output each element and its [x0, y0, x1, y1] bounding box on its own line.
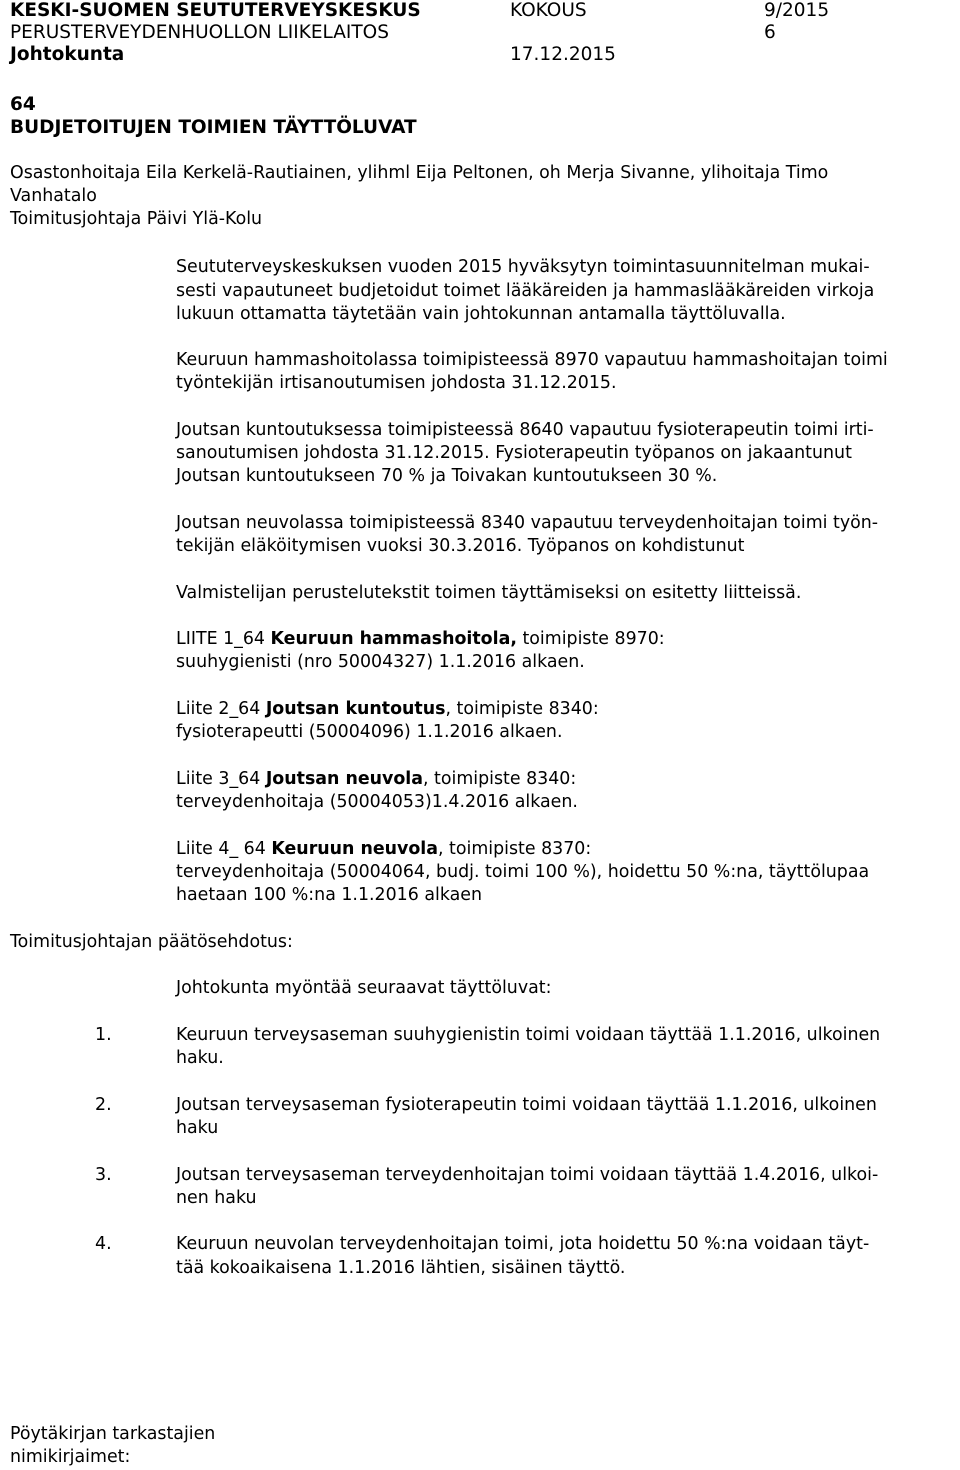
proposal-label: Toimitusjohtajan päätösehdotus: [10, 932, 293, 952]
attachment-2 [176, 698, 599, 722]
attachment-suffix: , toimipiste 8370: [438, 839, 592, 859]
attachment-unit: Keuruun hammashoitola, [270, 629, 517, 649]
paragraph-line: lukuun ottamatta täytetään vain johtokunnan antamalla täyttöluvalla. [176, 304, 786, 324]
attachment-prefix: Liite 3_64 [176, 769, 266, 789]
preparers-line: Osastonhoitaja Eila Kerkelä-Rautiainen, ylihml Eija Peltonen, oh Merja Sivanne, ylihoitaja Timo [10, 163, 829, 183]
attachment-3 [176, 768, 576, 792]
list-item-line: nen haku [176, 1188, 257, 1208]
attachment-detail: suuhygienisti (nro 50004327) 1.1.2016 alkaen. [176, 652, 585, 672]
attachment-detail: fysioterapeutti (50004096) 1.1.2016 alkaen. [176, 722, 563, 742]
paragraph-line: työntekijän irtisanoutumisen johdosta 31.12.2015. [176, 373, 617, 393]
attachment-4 [176, 838, 591, 862]
list-item-line: Joutsan terveysaseman terveydenhoitajan toimi voidaan täyttää 1.4.2016, ulkoi- [176, 1165, 879, 1185]
list-number: 1. [95, 1025, 112, 1045]
meeting-date: 17.12.2015 [510, 44, 616, 65]
list-number: 4. [95, 1234, 112, 1254]
list-number: 3. [95, 1165, 112, 1185]
attachment-unit: Joutsan neuvola [265, 769, 423, 789]
list-item-line: tää kokoaikaisena 1.1.2016 lähtien, sisäinen täyttö. [176, 1258, 626, 1278]
item-number: 64 [10, 94, 36, 115]
paragraph-line: Joutsan kuntoutuksessa toimipisteessä 8640 vapautuu fysioterapeutin toimi irti- [176, 420, 874, 440]
footer-label: Pöytäkirjan tarkastajien [10, 1424, 216, 1444]
page-number: 6 [764, 22, 776, 43]
paragraph-line: Keuruun hammashoitolassa toimipisteessä 8970 vapautuu hammashoitajan toimi [176, 350, 888, 370]
list-item-line: Keuruun terveysaseman suuhygienistin toimi voidaan täyttää 1.1.2016, ulkoinen [176, 1025, 881, 1045]
attachment-detail: terveydenhoitaja (50004053)1.4.2016 alkaen. [176, 792, 578, 812]
preparers-line: Vanhatalo [10, 186, 97, 206]
attachment-unit: Keuruun neuvola [271, 839, 438, 859]
attachment-prefix: Liite 2_64 [176, 699, 266, 719]
paragraph-line: sesti vapautuneet budjetoidut toimet lääkäreiden ja hammaslääkäreiden virkoja [176, 281, 875, 301]
paragraph-line: Joutsan kuntoutukseen 70 % ja Toivakan kuntoutukseen 30 %. [176, 466, 718, 486]
proposal-intro: Johtokunta myöntää seuraavat täyttöluvat: [176, 978, 552, 998]
attachment-suffix: toimipiste 8970: [516, 629, 665, 649]
paragraph-line: Valmistelijan perustelutekstit toimen täyttämiseksi on esitetty liitteissä. [176, 583, 802, 603]
body-name: Johtokunta [10, 44, 125, 65]
paragraph-line: sanoutumisen johdosta 31.12.2015. Fysioterapeutin työpanos on jakaantunut [176, 443, 852, 463]
attachment-1 [176, 628, 665, 652]
footer-label: nimikirjaimet: [10, 1447, 131, 1467]
preparers-line: Toimitusjohtaja Päivi Ylä-Kolu [10, 209, 263, 229]
item-title: BUDJETOITUJEN TOIMIEN TÄYTTÖLUVAT [10, 117, 417, 138]
list-item-line: Keuruun neuvolan terveydenhoitajan toimi, jota hoidettu 50 %:na voidaan täyt- [176, 1234, 870, 1254]
attachment-prefix: Liite 4_ 64 [176, 839, 272, 859]
list-number: 2. [95, 1095, 112, 1115]
paragraph-line: Seututerveyskeskuksen vuoden 2015 hyväksytyn toimintasuunnitelman mukai- [176, 257, 870, 277]
attachment-unit: Joutsan kuntoutus [265, 699, 446, 719]
attachment-detail: terveydenhoitaja (50004064, budj. toimi 100 %), hoidettu 50 %:na, täyttölupaa [176, 862, 870, 882]
list-item-line: haku [176, 1118, 219, 1138]
paragraph-line: tekijän eläköitymisen vuoksi 30.3.2016. Työpanos on kohdistunut [176, 536, 745, 556]
department-name: PERUSTERVEYDENHUOLLON LIIKELAITOS [10, 22, 389, 43]
attachment-prefix: LIITE 1_64 [176, 629, 271, 649]
meeting-number: 9/2015 [764, 0, 830, 21]
attachment-suffix: , toimipiste 8340: [445, 699, 599, 719]
list-item-line: haku. [176, 1048, 224, 1068]
paragraph-line: Joutsan neuvolassa toimipisteessä 8340 vapautuu terveydenhoitajan toimi työn- [176, 513, 879, 533]
attachment-suffix: , toimipiste 8340: [423, 769, 577, 789]
meeting-type: KOKOUS [510, 0, 587, 21]
attachment-detail: haetaan 100 %:na 1.1.2016 alkaen [176, 885, 482, 905]
list-item-line: Joutsan terveysaseman fysioterapeutin toimi voidaan täyttää 1.1.2016, ulkoinen [176, 1095, 877, 1115]
organization-name: KESKI-SUOMEN SEUTUTERVEYSKESKUS [10, 0, 421, 21]
